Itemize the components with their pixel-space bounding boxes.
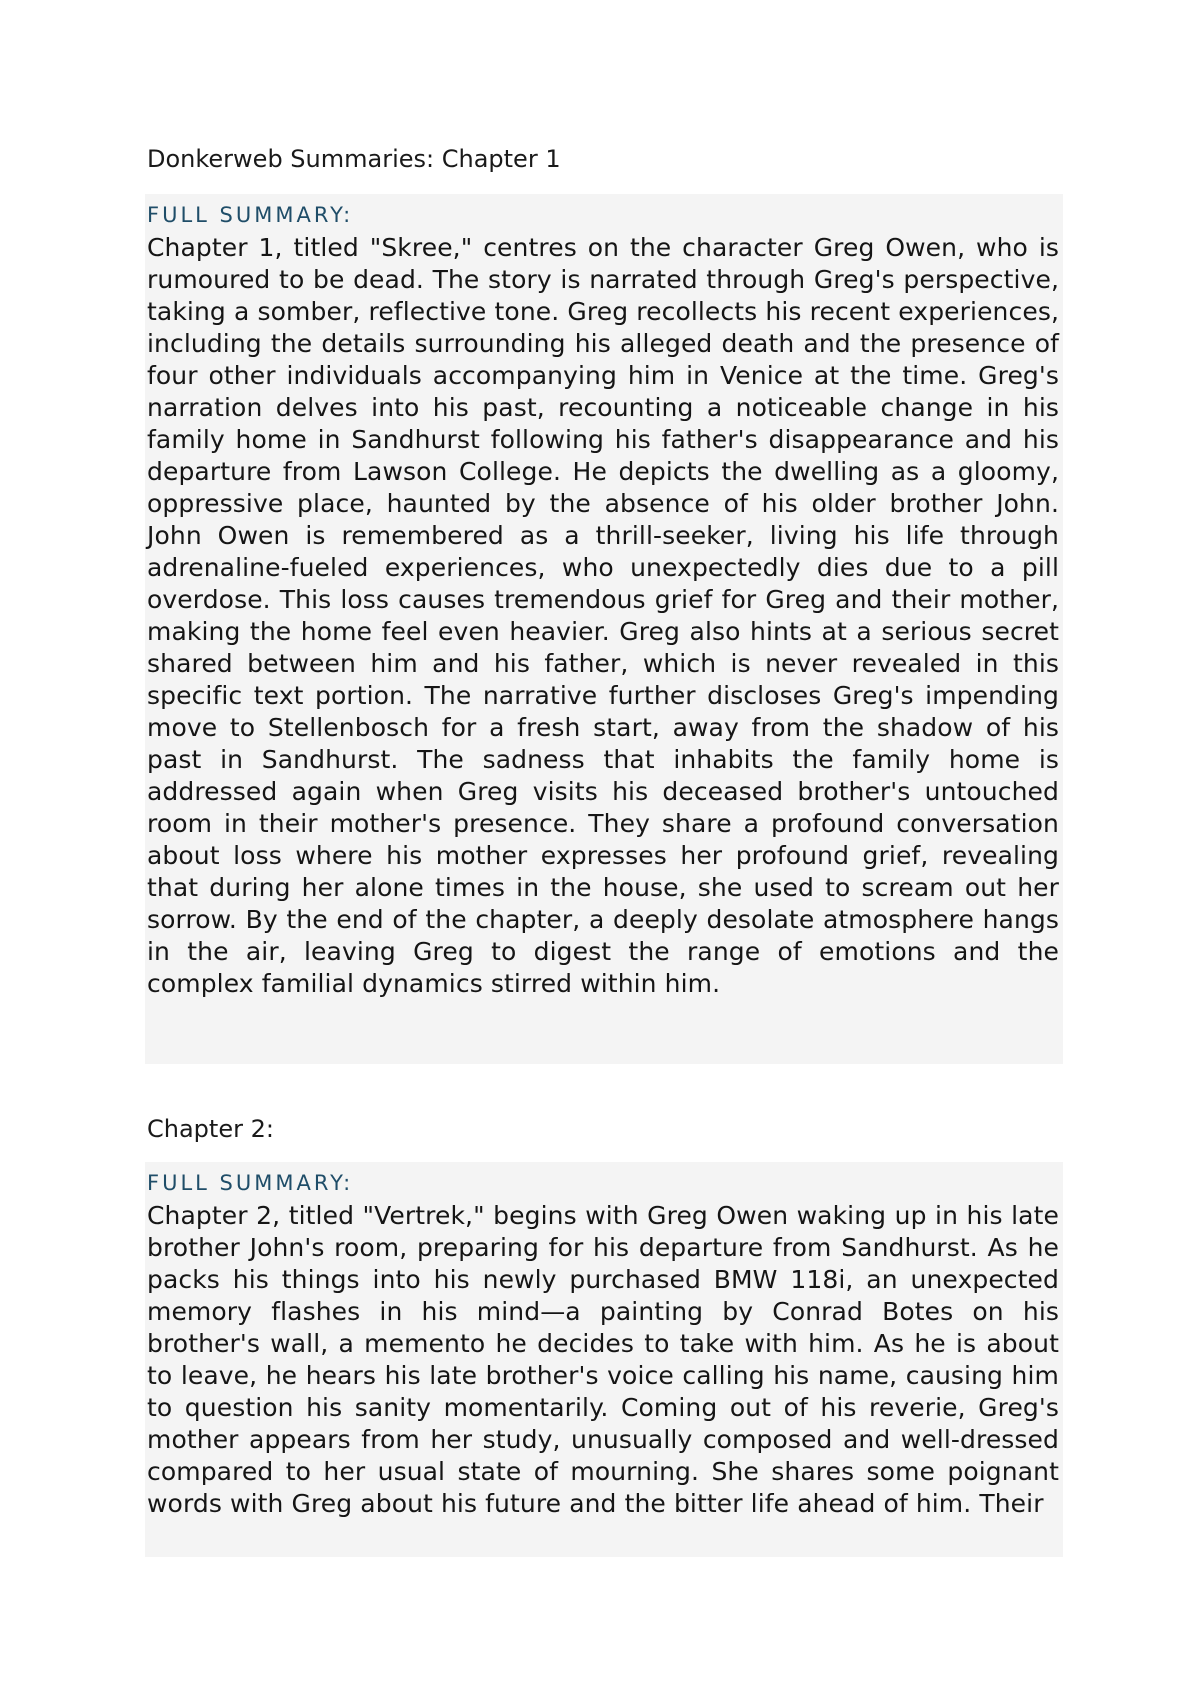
chapter-2-summary-heading: FULL SUMMARY:: [147, 1171, 354, 1195]
chapter-2-title: Chapter 2:: [147, 1115, 274, 1143]
chapter-1-summary-heading: FULL SUMMARY:: [147, 203, 354, 227]
chapter-1-summary-block: [145, 194, 1063, 1064]
chapter-2-summary-text: Chapter 2, titled "Vertrek," begins with Greg Owen waking up in his late brother John's room, preparing for his departure from Sandhurst. As he packs his things into his newly purchased BMW 118i, an unexpected memory flashes in his mind—a painting by Conrad Botes on his brother's wall, a memento he decides to take with him. As he is about to leave, he hears his late brother's voice calling his name, causing him to question his sanity momentarily. Coming out of his reverie, Greg's mother appears from her study, unusually composed and well-dressed compared to her usual state of mourning. She shares some poignant words with Greg about his future and the bitter life ahead of him. Their: [147, 1201, 1059, 1518]
chapter-1-summary-text: Chapter 1, titled "Skree," centres on the character Greg Owen, who is rumoured to be dead. The story is narrated through Greg's perspective, taking a somber, reflective tone. Greg recollects his recent experiences, including the details surrounding his alleged death and the presence of four other individuals accompanying him in Venice at the time. Greg's narration delves into his past, recounting a noticeable change in his family home in Sandhurst following his father's disappearance and his departure from Lawson College. He depicts the dwelling as a gloomy, oppressive place, haunted by the absence of his older brother John. John Owen is remembered as a thrill-seeker, living his life through adrenaline-fueled experiences, who unexpectedly dies due to a pill overdose. This loss causes tremendous grief for Greg and their mother, making the home feel even heavier. Greg also hints at a serious secret shared between him and his father, which is never revealed in this specific text portion. The narrative further discloses Greg's impending move to Stellenbosch for a fresh start, away from the shadow of his past in Sandhurst. The sadness that inhabits the family home is addressed again when Greg visits his deceased brother's untouched room in their mother's presence. They share a profound conversation about loss where his mother expresses her profound grief, revealing that during her alone times in the house, she used to scream out her sorrow. By the end of the chapter, a deeply desolate atmosphere hangs in the air, leaving Greg to digest the range of emotions and the complex familial dynamics stirred within him.: [147, 233, 1059, 998]
chapter-2-summary-block: [145, 1162, 1063, 1557]
chapter-1-title: Donkerweb Summaries: Chapter 1: [147, 145, 561, 173]
